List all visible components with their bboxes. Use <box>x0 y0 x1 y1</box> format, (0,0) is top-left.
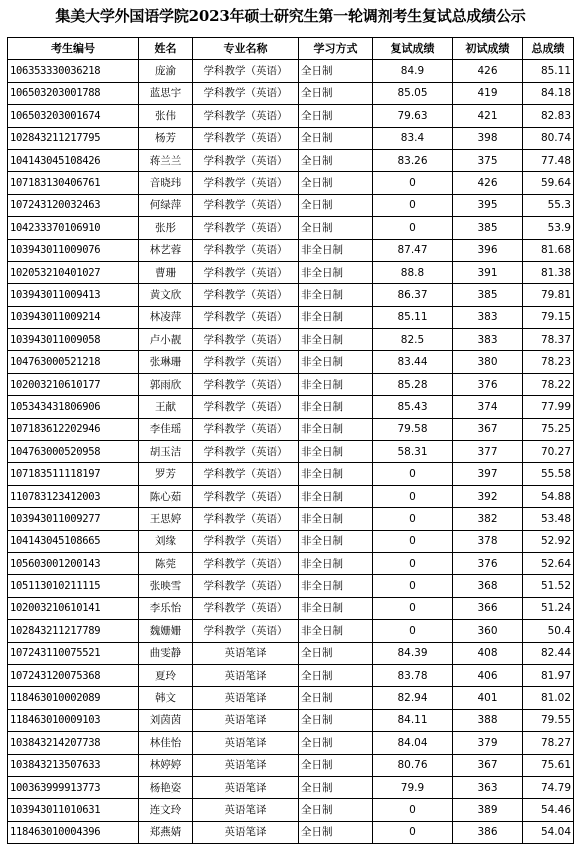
candidate-name-cell: 郭雨欣 <box>139 373 193 395</box>
study-mode-cell: 非全日制 <box>299 620 373 642</box>
initial-score-cell: 385 <box>453 217 523 239</box>
retest-score-cell: 79.63 <box>373 105 453 127</box>
study-mode-cell: 非全日制 <box>299 373 373 395</box>
table-row <box>8 709 574 731</box>
retest-score-cell: 0 <box>373 508 453 530</box>
retest-score-cell: 84.11 <box>373 709 453 731</box>
candidate-name-cell: 王思婷 <box>139 508 193 530</box>
initial-score-cell: 367 <box>453 418 523 440</box>
candidate-id-cell: 102843211217789 <box>8 620 139 642</box>
candidate-id-cell: 106353330036218 <box>8 60 139 82</box>
table-row <box>8 552 574 574</box>
total-score-cell: 55.58 <box>523 463 574 485</box>
candidate-id-cell: 103943011009076 <box>8 239 139 261</box>
retest-score-cell: 85.28 <box>373 373 453 395</box>
initial-score-cell: 392 <box>453 485 523 507</box>
study-mode-cell: 全日制 <box>299 799 373 821</box>
major-cell: 学科教学（英语） <box>193 217 299 239</box>
initial-score-cell: 389 <box>453 799 523 821</box>
study-mode-cell: 全日制 <box>299 754 373 776</box>
major-cell: 英语笔译 <box>193 821 299 843</box>
candidate-id-cell: 104143045108426 <box>8 149 139 171</box>
total-score-cell: 77.48 <box>523 149 574 171</box>
candidate-id-cell: 107183511118197 <box>8 463 139 485</box>
candidate-name-cell: 林佳怡 <box>139 732 193 754</box>
total-score-cell: 78.22 <box>523 373 574 395</box>
candidate-name-cell: 陈莞 <box>139 552 193 574</box>
study-mode-cell: 全日制 <box>299 82 373 104</box>
initial-score-cell: 385 <box>453 284 523 306</box>
candidate-id-cell: 105343431806906 <box>8 396 139 418</box>
candidate-id-cell: 103943011009214 <box>8 306 139 328</box>
initial-score-cell: 391 <box>453 261 523 283</box>
table-row <box>8 821 574 843</box>
total-score-cell: 70.27 <box>523 441 574 463</box>
major-cell: 英语笔译 <box>193 687 299 709</box>
table-row <box>8 217 574 239</box>
major-cell: 学科教学（英语） <box>193 172 299 194</box>
major-cell: 学科教学（英语） <box>193 373 299 395</box>
major-cell: 学科教学（英语） <box>193 239 299 261</box>
table-row <box>8 306 574 328</box>
retest-score-cell: 0 <box>373 463 453 485</box>
retest-score-cell: 83.44 <box>373 351 453 373</box>
major-cell: 学科教学（英语） <box>193 306 299 328</box>
major-cell: 学科教学（英语） <box>193 575 299 597</box>
major-cell: 学科教学（英语） <box>193 552 299 574</box>
major-cell: 学科教学（英语） <box>193 194 299 216</box>
study-mode-cell: 非全日制 <box>299 306 373 328</box>
major-cell: 学科教学（英语） <box>193 530 299 552</box>
total-score-cell: 54.04 <box>523 821 574 843</box>
candidate-name-cell: 刘缘 <box>139 530 193 552</box>
study-mode-cell: 非全日制 <box>299 239 373 261</box>
table-row <box>8 149 574 171</box>
table-row <box>8 687 574 709</box>
retest-score-cell: 84.39 <box>373 642 453 664</box>
total-score-cell: 74.79 <box>523 776 574 798</box>
candidate-id-cell: 107183612202946 <box>8 418 139 440</box>
candidate-id-cell: 110783123412003 <box>8 485 139 507</box>
total-score-cell: 82.44 <box>523 642 574 664</box>
study-mode-cell: 非全日制 <box>299 441 373 463</box>
initial-score-cell: 368 <box>453 575 523 597</box>
retest-score-cell: 0 <box>373 620 453 642</box>
table-row <box>8 418 574 440</box>
retest-score-cell: 85.05 <box>373 82 453 104</box>
major-cell: 学科教学（英语） <box>193 396 299 418</box>
major-cell: 英语笔译 <box>193 799 299 821</box>
table-row <box>8 642 574 664</box>
retest-score-cell: 0 <box>373 821 453 843</box>
retest-score-cell: 0 <box>373 575 453 597</box>
candidate-name-cell: 张彤 <box>139 217 193 239</box>
study-mode-cell: 全日制 <box>299 709 373 731</box>
table-row <box>8 194 574 216</box>
total-score-cell: 79.81 <box>523 284 574 306</box>
candidate-id-cell: 104763000521218 <box>8 351 139 373</box>
total-score-cell: 81.02 <box>523 687 574 709</box>
study-mode-cell: 非全日制 <box>299 351 373 373</box>
total-score-cell: 79.55 <box>523 709 574 731</box>
initial-score-cell: 376 <box>453 552 523 574</box>
table-row <box>8 105 574 127</box>
retest-score-cell: 0 <box>373 194 453 216</box>
header-row <box>8 38 574 60</box>
initial-score-cell: 379 <box>453 732 523 754</box>
table-row <box>8 127 574 149</box>
total-score-cell: 78.23 <box>523 351 574 373</box>
initial-score-cell: 363 <box>453 776 523 798</box>
retest-score-cell: 0 <box>373 485 453 507</box>
table-row <box>8 732 574 754</box>
initial-score-cell: 366 <box>453 597 523 619</box>
candidate-name-cell: 魏姗姗 <box>139 620 193 642</box>
study-mode-cell: 非全日制 <box>299 261 373 283</box>
candidate-name-cell: 李佳瑶 <box>139 418 193 440</box>
study-mode-cell: 全日制 <box>299 664 373 686</box>
candidate-id-cell: 103943011009058 <box>8 329 139 351</box>
candidate-name-cell: 杨芳 <box>139 127 193 149</box>
major-cell: 学科教学（英语） <box>193 82 299 104</box>
major-cell: 英语笔译 <box>193 754 299 776</box>
study-mode-cell: 非全日制 <box>299 552 373 574</box>
initial-score-cell: 374 <box>453 396 523 418</box>
candidate-name-cell: 韩文 <box>139 687 193 709</box>
retest-score-cell: 79.58 <box>373 418 453 440</box>
study-mode-cell: 非全日制 <box>299 418 373 440</box>
header-id: 考生编号 <box>8 38 139 60</box>
candidate-name-cell: 音晓玮 <box>139 172 193 194</box>
study-mode-cell: 全日制 <box>299 194 373 216</box>
total-score-cell: 53.9 <box>523 217 574 239</box>
total-score-cell: 84.18 <box>523 82 574 104</box>
major-cell: 英语笔译 <box>193 732 299 754</box>
candidate-id-cell: 118463010004396 <box>8 821 139 843</box>
table-row <box>8 351 574 373</box>
study-mode-cell: 全日制 <box>299 821 373 843</box>
study-mode-cell: 全日制 <box>299 642 373 664</box>
candidate-name-cell: 李乐怡 <box>139 597 193 619</box>
major-cell: 学科教学（英语） <box>193 329 299 351</box>
retest-score-cell: 80.76 <box>373 754 453 776</box>
total-score-cell: 82.83 <box>523 105 574 127</box>
candidate-id-cell: 105603001200143 <box>8 552 139 574</box>
table-row <box>8 620 574 642</box>
initial-score-cell: 383 <box>453 329 523 351</box>
retest-score-cell: 88.8 <box>373 261 453 283</box>
candidate-name-cell: 张伟 <box>139 105 193 127</box>
header-mode: 学习方式 <box>299 38 373 60</box>
retest-score-cell: 83.4 <box>373 127 453 149</box>
candidate-name-cell: 胡玉洁 <box>139 441 193 463</box>
candidate-name-cell: 罗芳 <box>139 463 193 485</box>
total-score-cell: 53.48 <box>523 508 574 530</box>
retest-score-cell: 79.9 <box>373 776 453 798</box>
study-mode-cell: 非全日制 <box>299 485 373 507</box>
major-cell: 学科教学（英语） <box>193 105 299 127</box>
major-cell: 英语笔译 <box>193 642 299 664</box>
study-mode-cell: 非全日制 <box>299 396 373 418</box>
major-cell: 英语笔译 <box>193 776 299 798</box>
candidate-id-cell: 107183130406761 <box>8 172 139 194</box>
table-row <box>8 463 574 485</box>
candidate-name-cell: 林婷婷 <box>139 754 193 776</box>
candidate-name-cell: 陈心茹 <box>139 485 193 507</box>
total-score-cell: 51.52 <box>523 575 574 597</box>
initial-score-cell: 395 <box>453 194 523 216</box>
candidate-id-cell: 106503203001788 <box>8 82 139 104</box>
study-mode-cell: 全日制 <box>299 105 373 127</box>
retest-score-cell: 0 <box>373 597 453 619</box>
candidate-name-cell: 曲雯静 <box>139 642 193 664</box>
initial-score-cell: 360 <box>453 620 523 642</box>
table-row <box>8 373 574 395</box>
retest-score-cell: 0 <box>373 552 453 574</box>
total-score-cell: 52.64 <box>523 552 574 574</box>
total-score-cell: 54.46 <box>523 799 574 821</box>
major-cell: 学科教学（英语） <box>193 149 299 171</box>
initial-score-cell: 419 <box>453 82 523 104</box>
total-score-cell: 78.27 <box>523 732 574 754</box>
major-cell: 英语笔译 <box>193 664 299 686</box>
study-mode-cell: 全日制 <box>299 687 373 709</box>
study-mode-cell: 非全日制 <box>299 463 373 485</box>
total-score-cell: 52.92 <box>523 530 574 552</box>
major-cell: 学科教学（英语） <box>193 597 299 619</box>
total-score-cell: 79.15 <box>523 306 574 328</box>
initial-score-cell: 367 <box>453 754 523 776</box>
initial-score-cell: 375 <box>453 149 523 171</box>
total-score-cell: 81.68 <box>523 239 574 261</box>
retest-score-cell: 85.11 <box>373 306 453 328</box>
retest-score-cell: 0 <box>373 799 453 821</box>
major-cell: 学科教学（英语） <box>193 441 299 463</box>
table-row <box>8 261 574 283</box>
candidate-id-cell: 107243120032463 <box>8 194 139 216</box>
retest-score-cell: 0 <box>373 217 453 239</box>
table-row <box>8 530 574 552</box>
total-score-cell: 81.97 <box>523 664 574 686</box>
initial-score-cell: 388 <box>453 709 523 731</box>
candidate-id-cell: 103843213507633 <box>8 754 139 776</box>
study-mode-cell: 全日制 <box>299 217 373 239</box>
retest-score-cell: 84.9 <box>373 60 453 82</box>
major-cell: 学科教学（英语） <box>193 351 299 373</box>
candidate-name-cell: 庞渝 <box>139 60 193 82</box>
initial-score-cell: 406 <box>453 664 523 686</box>
retest-score-cell: 85.43 <box>373 396 453 418</box>
initial-score-cell: 396 <box>453 239 523 261</box>
candidate-id-cell: 107243110075521 <box>8 642 139 664</box>
total-score-cell: 75.25 <box>523 418 574 440</box>
header-total: 总成绩 <box>523 38 574 60</box>
candidate-id-cell: 102843211217795 <box>8 127 139 149</box>
candidate-id-cell: 106503203001674 <box>8 105 139 127</box>
candidate-name-cell: 王献 <box>139 396 193 418</box>
table-row <box>8 60 574 82</box>
header-name: 姓名 <box>139 38 193 60</box>
table-row <box>8 82 574 104</box>
initial-score-cell: 408 <box>453 642 523 664</box>
candidate-name-cell: 林凌萍 <box>139 306 193 328</box>
candidate-name-cell: 蓝思宇 <box>139 82 193 104</box>
table-row <box>8 172 574 194</box>
major-cell: 学科教学（英语） <box>193 261 299 283</box>
table-row <box>8 239 574 261</box>
candidate-id-cell: 118463010009103 <box>8 709 139 731</box>
total-score-cell: 80.74 <box>523 127 574 149</box>
candidate-id-cell: 118463010002089 <box>8 687 139 709</box>
total-score-cell: 77.99 <box>523 396 574 418</box>
header-initial: 初试成绩 <box>453 38 523 60</box>
study-mode-cell: 全日制 <box>299 776 373 798</box>
initial-score-cell: 401 <box>453 687 523 709</box>
study-mode-cell: 全日制 <box>299 172 373 194</box>
table-row <box>8 284 574 306</box>
candidate-id-cell: 100363999913773 <box>8 776 139 798</box>
candidate-name-cell: 何绿萍 <box>139 194 193 216</box>
study-mode-cell: 全日制 <box>299 149 373 171</box>
retest-score-cell: 83.26 <box>373 149 453 171</box>
table-row <box>8 329 574 351</box>
study-mode-cell: 非全日制 <box>299 284 373 306</box>
candidate-id-cell: 102053210401027 <box>8 261 139 283</box>
retest-score-cell: 58.31 <box>373 441 453 463</box>
study-mode-cell: 非全日制 <box>299 329 373 351</box>
candidate-name-cell: 蒋兰兰 <box>139 149 193 171</box>
total-score-cell: 85.11 <box>523 60 574 82</box>
initial-score-cell: 383 <box>453 306 523 328</box>
major-cell: 学科教学（英语） <box>193 463 299 485</box>
candidate-id-cell: 104233370106910 <box>8 217 139 239</box>
total-score-cell: 54.88 <box>523 485 574 507</box>
candidate-id-cell: 103943011010631 <box>8 799 139 821</box>
study-mode-cell: 非全日制 <box>299 597 373 619</box>
study-mode-cell: 全日制 <box>299 127 373 149</box>
major-cell: 学科教学（英语） <box>193 620 299 642</box>
table-row <box>8 597 574 619</box>
table-row <box>8 508 574 530</box>
header-retest: 复试成绩 <box>373 38 453 60</box>
retest-score-cell: 84.04 <box>373 732 453 754</box>
major-cell: 学科教学（英语） <box>193 485 299 507</box>
candidate-name-cell: 夏玲 <box>139 664 193 686</box>
study-mode-cell: 全日制 <box>299 732 373 754</box>
retest-score-cell: 86.37 <box>373 284 453 306</box>
candidate-id-cell: 103943011009413 <box>8 284 139 306</box>
candidate-id-cell: 105113010211115 <box>8 575 139 597</box>
candidate-name-cell: 郑燕婧 <box>139 821 193 843</box>
candidate-name-cell: 刘茵茵 <box>139 709 193 731</box>
initial-score-cell: 421 <box>453 105 523 127</box>
scores-table <box>7 37 574 844</box>
candidate-id-cell: 107243120075368 <box>8 664 139 686</box>
candidate-id-cell: 102003210610141 <box>8 597 139 619</box>
retest-score-cell: 82.5 <box>373 329 453 351</box>
table-row <box>8 441 574 463</box>
table-row <box>8 664 574 686</box>
table-row <box>8 575 574 597</box>
initial-score-cell: 397 <box>453 463 523 485</box>
candidate-id-cell: 104763000520958 <box>8 441 139 463</box>
candidate-id-cell: 103843214207738 <box>8 732 139 754</box>
total-score-cell: 75.61 <box>523 754 574 776</box>
total-score-cell: 81.38 <box>523 261 574 283</box>
study-mode-cell: 全日制 <box>299 60 373 82</box>
header-major: 专业名称 <box>193 38 299 60</box>
retest-score-cell: 87.47 <box>373 239 453 261</box>
initial-score-cell: 426 <box>453 172 523 194</box>
initial-score-cell: 382 <box>453 508 523 530</box>
retest-score-cell: 0 <box>373 172 453 194</box>
major-cell: 学科教学（英语） <box>193 508 299 530</box>
total-score-cell: 55.3 <box>523 194 574 216</box>
study-mode-cell: 非全日制 <box>299 575 373 597</box>
study-mode-cell: 非全日制 <box>299 508 373 530</box>
initial-score-cell: 386 <box>453 821 523 843</box>
candidate-id-cell: 102003210610177 <box>8 373 139 395</box>
table-row <box>8 776 574 798</box>
initial-score-cell: 378 <box>453 530 523 552</box>
initial-score-cell: 398 <box>453 127 523 149</box>
retest-score-cell: 0 <box>373 530 453 552</box>
candidate-name-cell: 曹珊 <box>139 261 193 283</box>
candidate-name-cell: 张琳珊 <box>139 351 193 373</box>
candidate-name-cell: 张映雪 <box>139 575 193 597</box>
candidate-name-cell: 连文玲 <box>139 799 193 821</box>
table-body <box>8 60 574 844</box>
table-row <box>8 754 574 776</box>
retest-score-cell: 82.94 <box>373 687 453 709</box>
total-score-cell: 50.4 <box>523 620 574 642</box>
initial-score-cell: 380 <box>453 351 523 373</box>
total-score-cell: 51.24 <box>523 597 574 619</box>
major-cell: 英语笔译 <box>193 709 299 731</box>
retest-score-cell: 83.78 <box>373 664 453 686</box>
total-score-cell: 59.64 <box>523 172 574 194</box>
candidate-name-cell: 黄文欣 <box>139 284 193 306</box>
page-title: 集美大学外国语学院2023年硕士研究生第一轮调剂考生复试总成绩公示 <box>55 7 526 25</box>
study-mode-cell: 非全日制 <box>299 530 373 552</box>
table-row <box>8 485 574 507</box>
initial-score-cell: 376 <box>453 373 523 395</box>
candidate-name-cell: 杨艳姿 <box>139 776 193 798</box>
candidate-name-cell: 卢小靓 <box>139 329 193 351</box>
candidate-name-cell: 林艺蓉 <box>139 239 193 261</box>
total-score-cell: 78.37 <box>523 329 574 351</box>
major-cell: 学科教学（英语） <box>193 60 299 82</box>
initial-score-cell: 426 <box>453 60 523 82</box>
major-cell: 学科教学（英语） <box>193 418 299 440</box>
candidate-id-cell: 104143045108665 <box>8 530 139 552</box>
major-cell: 学科教学（英语） <box>193 127 299 149</box>
initial-score-cell: 377 <box>453 441 523 463</box>
candidate-id-cell: 103943011009277 <box>8 508 139 530</box>
table-row <box>8 396 574 418</box>
major-cell: 学科教学（英语） <box>193 284 299 306</box>
table-row <box>8 799 574 821</box>
